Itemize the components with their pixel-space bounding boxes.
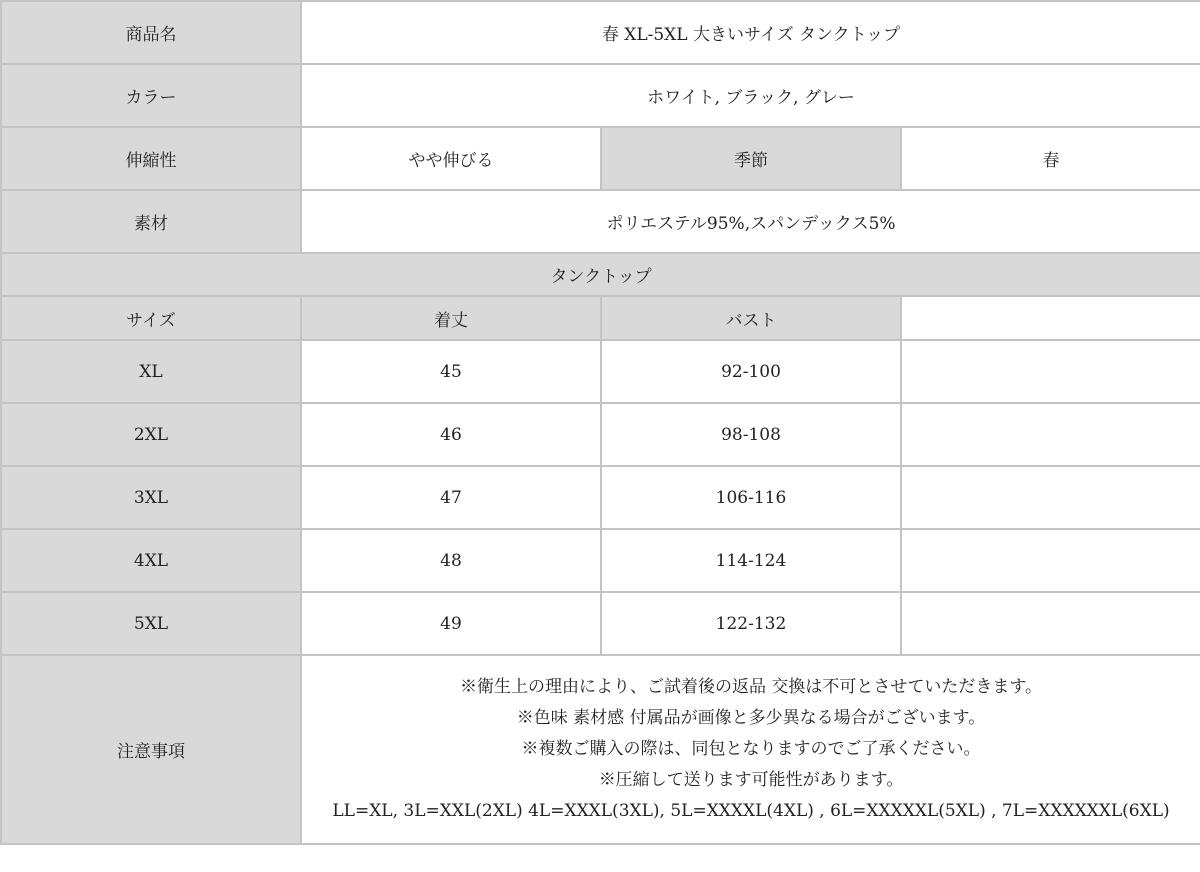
length-cell: 47	[301, 466, 601, 529]
product-name-label: 商品名	[1, 1, 301, 64]
note-compression: ※圧縮して送ります可能性があります。	[598, 770, 904, 790]
header-size: サイズ	[1, 296, 301, 340]
size-cell: 2XL	[1, 403, 301, 466]
material-row	[1, 190, 1200, 253]
empty-cell	[901, 403, 1200, 466]
size-cell: 5XL	[1, 592, 301, 655]
header-empty	[901, 296, 1200, 340]
stretch-season-row	[1, 127, 1200, 190]
size-section-title: タンクトップ	[1, 253, 1200, 296]
header-bust: バスト	[601, 296, 901, 340]
color-row	[1, 64, 1200, 127]
size-cell: 4XL	[1, 529, 301, 592]
header-length: 着丈	[301, 296, 601, 340]
product-name-value: 春 XL-5XL 大きいサイズ タンクトップ	[301, 1, 1200, 64]
table-row	[1, 529, 1200, 592]
season-value: 春	[901, 127, 1200, 190]
notes-content	[301, 655, 1200, 844]
note-size-equivalents: LL=XL, 3L=XXL(2XL) 4L=XXXL(3XL), 5L=XXXXL(4XL) , 6L=XXXXXL(5XL) , 7L=XXXXXXL(6XL)	[332, 801, 1170, 821]
empty-cell	[901, 592, 1200, 655]
note-hygiene: ※衛生上の理由により、ご試着後の返品 交換は不可とさせていただきます。	[459, 677, 1043, 697]
bust-cell: 92-100	[601, 340, 901, 403]
size-section-row	[1, 253, 1200, 296]
table-row	[1, 466, 1200, 529]
table-row	[1, 592, 1200, 655]
notes-row	[1, 655, 1200, 844]
stretch-label: 伸縮性	[1, 127, 301, 190]
length-cell: 48	[301, 529, 601, 592]
empty-cell	[901, 466, 1200, 529]
size-header-row	[1, 296, 1200, 340]
notes-label: 注意事項	[1, 655, 301, 844]
note-color: ※色味 素材感 付属品が画像と多少異なる場合がございます。	[516, 708, 986, 728]
bust-cell: 106-116	[601, 466, 901, 529]
empty-cell	[901, 529, 1200, 592]
length-cell: 46	[301, 403, 601, 466]
product-name-row	[1, 1, 1200, 64]
season-label: 季節	[601, 127, 901, 190]
empty-cell	[901, 340, 1200, 403]
table-row	[1, 340, 1200, 403]
material-label: 素材	[1, 190, 301, 253]
bust-cell: 114-124	[601, 529, 901, 592]
length-cell: 45	[301, 340, 601, 403]
table-row	[1, 403, 1200, 466]
material-value: ポリエステル95%,スパンデックス5%	[301, 190, 1200, 253]
color-value: ホワイト, ブラック, グレー	[301, 64, 1200, 127]
length-cell: 49	[301, 592, 601, 655]
color-label: カラー	[1, 64, 301, 127]
size-cell: XL	[1, 340, 301, 403]
note-bundled-shipping: ※複数ご購入の際は、同包となりますのでご了承ください。	[521, 739, 981, 759]
size-cell: 3XL	[1, 466, 301, 529]
bust-cell: 122-132	[601, 592, 901, 655]
stretch-value: やや伸びる	[301, 127, 601, 190]
bust-cell: 98-108	[601, 403, 901, 466]
